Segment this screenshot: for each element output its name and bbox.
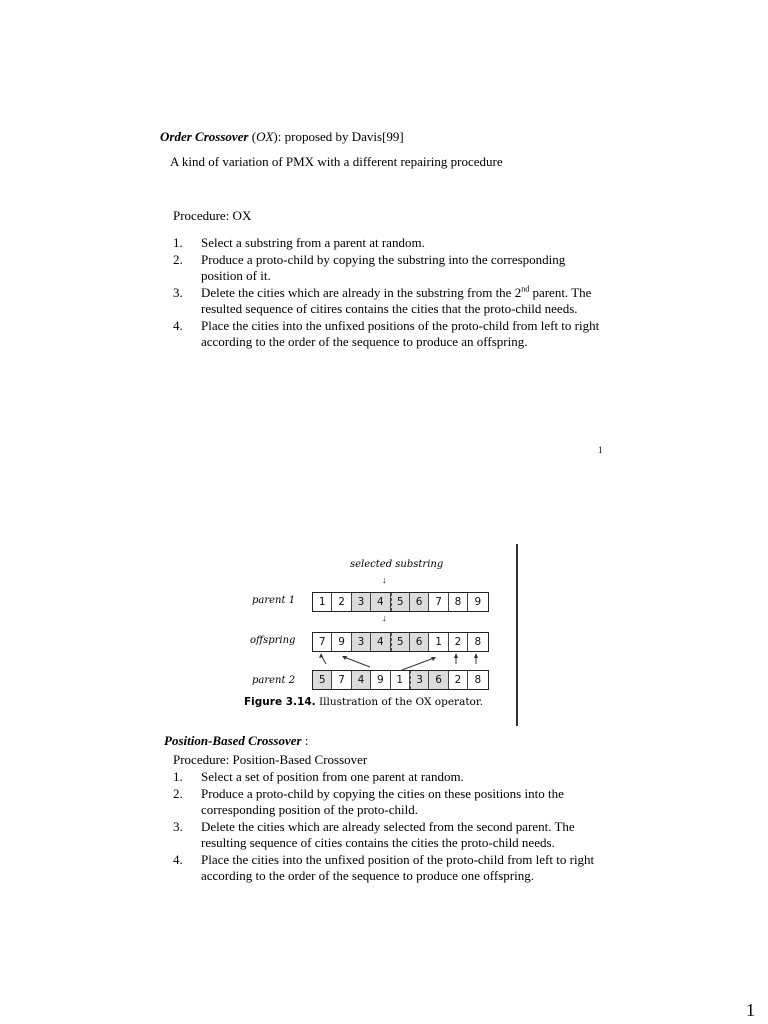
list-item [173, 852, 613, 885]
step-number: 3. [173, 818, 183, 834]
gene-cell: 6 [410, 633, 429, 651]
arrow-down-icon: ↓ [382, 613, 387, 623]
title-name: Position-Based Crossover [164, 733, 302, 748]
slide2-procedure-label: Procedure: Position-Based Crossover [173, 752, 368, 767]
step-text: Select a substring from a parent at random. [201, 235, 425, 250]
arrow-down-icon: ↓ [382, 575, 387, 585]
caption-figure-number: Figure 3.14. [244, 696, 316, 708]
title-paren-close: ): proposed by Davis[99] [273, 129, 404, 144]
gene-cell: 2 [449, 671, 468, 689]
gene-cell: 6 [429, 671, 448, 689]
page-number: 1 [746, 1000, 755, 1020]
superscript: nd [521, 284, 530, 294]
step-number: 2. [173, 251, 183, 267]
list-item [173, 285, 608, 318]
arrow-line [344, 657, 370, 667]
row-label-offspring: offspring [250, 635, 296, 646]
gene-cell: 2 [449, 633, 468, 651]
slide1-steps [173, 235, 608, 351]
title-suffix: : [301, 733, 309, 748]
step-text [201, 285, 591, 317]
step-text: Select a set of position from one parent at random. [201, 769, 464, 784]
title-paren-open: ( [248, 129, 257, 144]
gene-cell: 4 [352, 671, 371, 689]
step-number: 4. [173, 851, 183, 867]
list-item [173, 235, 608, 252]
row-label-parent1: parent 1 [252, 595, 296, 606]
gene-cell: 7 [332, 671, 351, 689]
gene-cell: 7 [313, 633, 332, 651]
step-text: Produce a proto-child by copying the substring into the corresponding position of it. [201, 251, 566, 283]
step-number: 1. [173, 769, 183, 784]
slide1-title [160, 129, 600, 146]
step-text: Place the cities into the unfixed position of the proto-child from left to right according to the order of the sequence to produce one offspring. [201, 851, 595, 883]
list-item [173, 769, 613, 786]
step-number: 2. [173, 785, 183, 801]
caption-text: Illustration of the OX operator. [315, 696, 484, 708]
step-number: 4. [173, 317, 183, 333]
list-item [173, 318, 608, 351]
scan-edge-line [516, 544, 518, 726]
step-text-pre: Delete the cities which are already in the substring from the 2 [201, 284, 522, 300]
gene-cell: 4 [371, 593, 390, 611]
gene-cell: 9 [371, 671, 390, 689]
gene-cell: 9 [474, 596, 482, 608]
slide2-steps [173, 769, 613, 885]
gene-cell: 8 [474, 674, 482, 686]
gene-cell: 4 [371, 633, 390, 651]
offspring-sequence [312, 632, 489, 652]
list-item [173, 819, 613, 852]
gene-cell: 3 [352, 633, 371, 651]
slide1-page-number: 1 [598, 445, 603, 455]
arrow-line [402, 658, 434, 670]
gene-cell: 2 [332, 593, 351, 611]
arrowhead-icon [454, 653, 458, 658]
gene-cell: 8 [474, 636, 482, 648]
figure-caption [244, 696, 483, 708]
gene-cell: 3 [410, 671, 429, 689]
gene-cell: 5 [313, 671, 332, 689]
figure-ox-illustration [240, 552, 520, 732]
list-item [173, 252, 608, 285]
slide2-title [164, 733, 564, 750]
step-text: Place the cities into the unfixed positions of the proto-child from left to right according to the order of the sequence to produce an offspring. [201, 317, 600, 349]
gene-cell: 9 [332, 633, 351, 651]
list-item [173, 786, 613, 819]
title-name: Order Crossover [160, 129, 249, 144]
slide1-procedure-label: Procedure: OX [173, 208, 252, 223]
gene-cell: 8 [449, 593, 468, 611]
gene-cell: 5 [391, 593, 410, 611]
step-text: Delete the cities which are already selected from the second parent. The resulting sequence of cities contains the cities the proto-child needs. [201, 818, 575, 850]
step-text: Produce a proto-child by copying the cities on these positions into the corresponding position of the proto-child. [201, 785, 564, 817]
gene-cell: 1 [429, 633, 448, 651]
gene-cell: 1 [313, 593, 332, 611]
slide1-subtitle: A kind of variation of PMX with a different repairing procedure [170, 154, 503, 169]
parent2-sequence [312, 670, 489, 690]
arrowhead-icon [474, 653, 478, 658]
gene-cell: 5 [391, 633, 410, 651]
step-number: 3. [173, 284, 183, 300]
gene-cell: 3 [352, 593, 371, 611]
selected-substring-label: selected substring [350, 559, 444, 570]
gene-cell: 7 [429, 593, 448, 611]
parent1-sequence [312, 592, 489, 612]
step-text-post: parent. The resulted sequence of citires contains the cities that the proto-child needs. [201, 284, 592, 316]
step-number: 1. [173, 235, 183, 250]
gene-cell: 1 [391, 671, 410, 689]
row-label-parent2: parent 2 [252, 675, 296, 686]
gene-cell: 6 [410, 593, 429, 611]
title-abbr: OX [256, 129, 274, 144]
